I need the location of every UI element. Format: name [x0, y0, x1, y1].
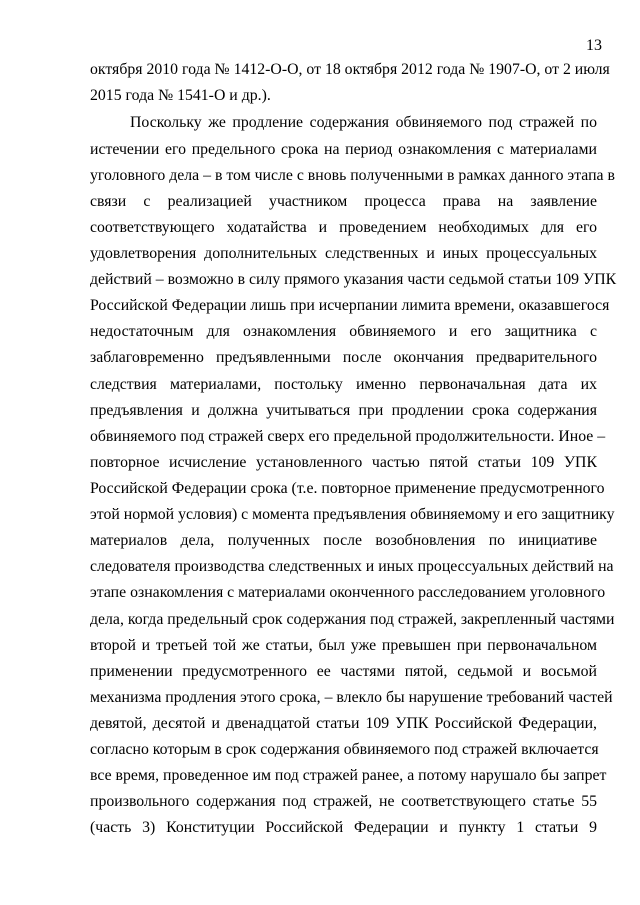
text-line: октября 2010 года № 1412-О-О, от 18 октября 2012 года № 1907-О, от 2 июля [90, 61, 610, 78]
text-line: удовлетворения дополнительных следственных и иных процессуальных [90, 245, 597, 262]
text-line: все время, проведенное им под стражей ранее, а потому нарушало бы запрет [90, 767, 607, 784]
text-line: обвиняемого под стражей сверх его предельной продолжительности. Иное – [90, 428, 606, 445]
text-line: 2015 года № 1541-О и др.). [90, 87, 271, 104]
text-line: применении предусмотренного ее частями пятой, седьмой и восьмой [90, 663, 597, 680]
text-line: предъявления и должна учитываться при продлении срока содержания [90, 402, 597, 419]
text-line: Российской Федерации срока (т.е. повторное применение предусмотренного [90, 480, 605, 497]
text-line: материалов дела, полученных после возобновления по инициативе [90, 532, 597, 549]
text-line: (часть 3) Конституции Российской Федерации и пункту 1 статьи 9 [90, 819, 597, 836]
text-line: повторное исчисление установленного частью пятой статьи 109 УПК [90, 454, 597, 471]
text-line: уголовного дела – в том числе с вновь полученными в рамках данного этапа в [90, 167, 615, 184]
text-line: истечении его предельного срока на период ознакомления с материалами [90, 141, 597, 158]
text-line: связи с реализацией участником процесса права на заявление [90, 193, 597, 210]
text-line: механизма продления этого срока, – влекло бы нарушение требований частей [90, 689, 613, 706]
page-number: 13 [586, 37, 602, 54]
text-line: этой нормой условия) с момента предъявления обвиняемому и его защитнику [90, 506, 615, 523]
text-line: действий – возможно в силу прямого указания части седьмой статьи 109 УПК [90, 271, 617, 288]
text-line: этапе ознакомления с материалами оконченного расследованием уголовного [90, 584, 606, 601]
text-line: произвольного содержания под стражей, не соответствующего статье 55 [90, 793, 597, 810]
text-line: недостаточным для ознакомления обвиняемого и его защитника с [90, 323, 597, 340]
text-line: соответствующего ходатайства и проведением необходимых для его [90, 219, 597, 236]
text-line: Российской Федерации лишь при исчерпании лимита времени, оказавшегося [90, 297, 610, 314]
text-line: следствия материалами, постольку именно первоначальная дата их [90, 376, 597, 393]
text-line: девятой, десятой и двенадцатой статьи 109 УПК Российской Федерации, [90, 715, 597, 732]
text-line: Поскольку же продление содержания обвиняемого под стражей по [130, 114, 597, 131]
text-line: заблаговременно предъявленными после окончания предварительного [90, 349, 597, 366]
text-line: второй и третьей той же статьи, был уже превышен при первоначальном [90, 637, 597, 654]
text-line: дела, когда предельный срок содержания под стражей, закрепленный частями [90, 611, 615, 628]
text-line: следователя производства следственных и иных процессуальных действий на [90, 558, 614, 575]
text-line: согласно которым в срок содержания обвиняемого под стражей включается [90, 741, 599, 758]
